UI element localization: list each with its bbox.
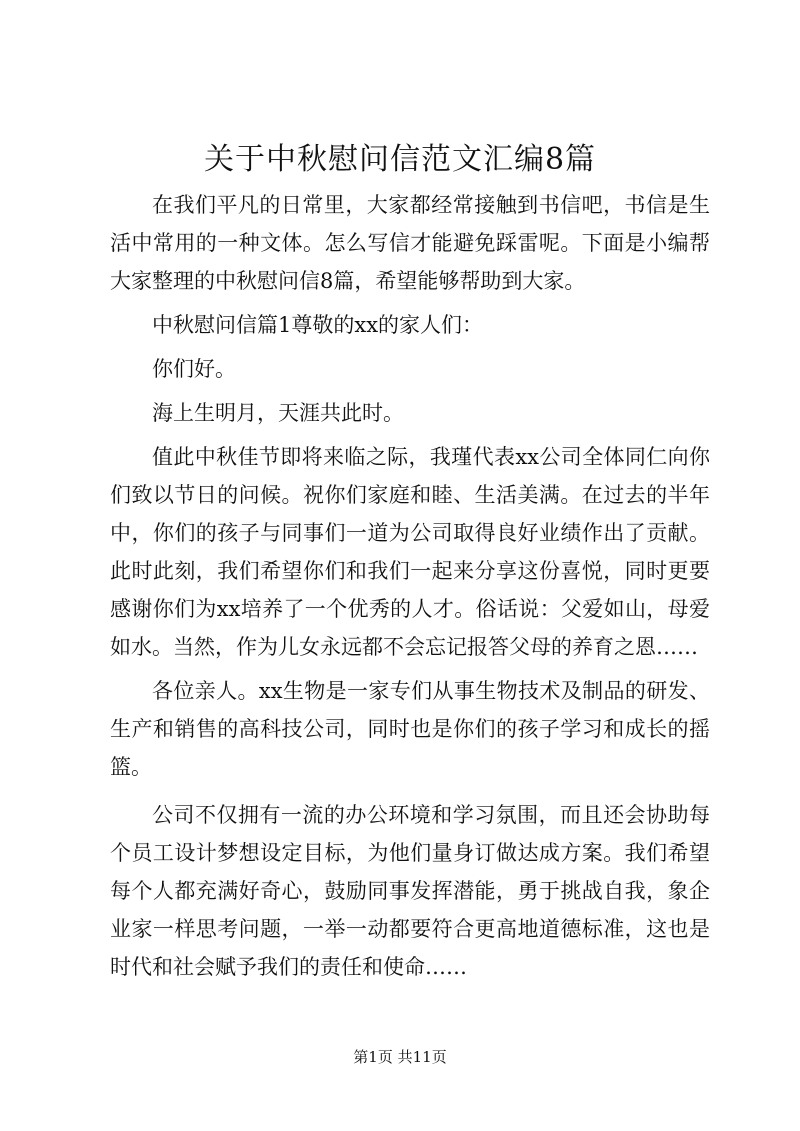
- paragraph-greeting: 你们好。: [152, 357, 236, 381]
- paragraph-letter-heading: 中秋慰问信篇1尊敬的xx的家人们：: [152, 313, 484, 337]
- paragraph-company-intro: 各位亲人。xx生物是一家专们从事生物技术及制品的研发、生产和销售的高科技公司，同时也是你们的孩子学习和成长的摇篮。: [110, 679, 710, 779]
- document-body: [110, 186, 710, 992]
- paragraph-company-culture: 公司不仅拥有一流的办公环境和学习氛围，而且还会协助每个员工设计梦想设定目标，为他们量身订做达成方案。我们希望每个人都充满好奇心，鼓励同事发挥潜能，勇于挑战自我，象企业家一样思考问题，一举一动都要符合更高地道德标准，这也是时代和社会赋予我们的责任和使命……: [110, 803, 710, 979]
- document-title: 关于中秋慰问信范文汇编8篇: [203, 142, 597, 177]
- page-footer: 第1页 共11页: [353, 1048, 447, 1066]
- paragraph-festival-wishes: 值此中秋佳节即将来临之际，我瑾代表xx公司全体同仁向你们致以节日的问候。祝你们家庭和睦、生活美满。在过去的半年中，你们的孩子与同事们一道为公司取得良好业绩作出了贡献。此时此刻，我们希望你们和我们一起来分享这份喜悦，同时更要感谢你们为xx培养了一个优秀的人才。俗话说：父爱如山，母爱如水。当然，作为儿女永远都不会忘记报答父母的养育之恩……: [110, 445, 710, 659]
- paragraph-intro: 在我们平凡的日常里，大家都经常接触到书信吧，书信是生活中常用的一种文体。怎么写信才能避免踩雷呢。下面是小编帮大家整理的中秋慰问信8篇，希望能够帮助到大家。: [110, 193, 710, 293]
- paragraph-poem-line: 海上生明月，天涯共此时。: [152, 401, 404, 425]
